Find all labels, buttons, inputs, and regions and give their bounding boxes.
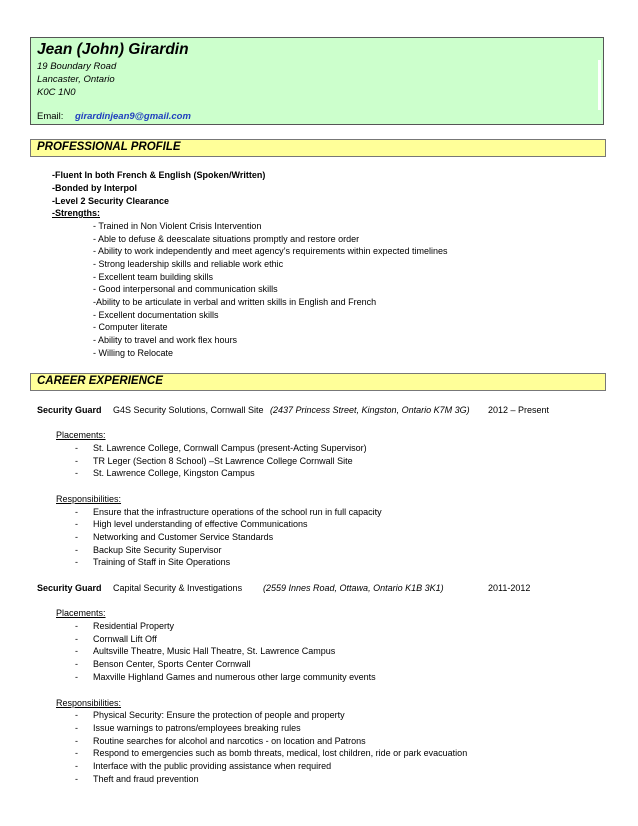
address-line-1: 19 Boundary Road [37, 61, 117, 72]
email-link[interactable]: girardinjean9@gmail.com [75, 111, 191, 122]
responsibility-item: Respond to emergencies such as bomb threats, medical, lost children, ride or park evacuation [93, 748, 468, 758]
responsibilities-label: Responsibilities: [56, 698, 122, 708]
profile-item: -Fluent In both French & English (Spoken/Written) [52, 170, 266, 180]
list-dash: - [75, 456, 78, 466]
contact-header [30, 37, 604, 125]
job-company: G4S Security Solutions, Cornwall Site [113, 405, 264, 415]
placement-item: Residential Property [93, 621, 175, 631]
responsibility-item: Issue warnings to patrons/employees breaking rules [93, 723, 301, 733]
profile-item: -Bonded by Interpol [52, 183, 137, 193]
list-dash: - [75, 443, 78, 453]
strength-item: - Ability to work independently and meet agency’s requirements within expected timelines [93, 246, 448, 256]
list-dash: - [75, 545, 78, 555]
responsibility-item: Physical Security: Ensure the protection of people and property [93, 710, 345, 720]
placement-item: St. Lawrence College, Kingston Campus [93, 468, 255, 478]
strength-item: -Ability to be articulate in verbal and written skills in English and French [93, 297, 377, 307]
list-dash: - [75, 710, 78, 720]
email-label: Email: [37, 111, 64, 122]
strengths-label: -Strengths: [52, 208, 100, 218]
placement-item: Benson Center, Sports Center Cornwall [93, 659, 251, 669]
responsibility-item: High level understanding of effective Communications [93, 519, 308, 529]
list-dash: - [75, 646, 78, 656]
job-company: Capital Security & Investigations [113, 583, 243, 593]
list-dash: - [75, 468, 78, 478]
list-dash: - [75, 723, 78, 733]
section-title: PROFESSIONAL PROFILE [37, 141, 181, 153]
strength-item: - Excellent team building skills [93, 272, 214, 282]
list-dash: - [75, 634, 78, 644]
placements-label: Placements: [56, 608, 106, 618]
applicant-name: Jean (John) Girardin [37, 41, 189, 58]
responsibilities-label: Responsibilities: [56, 494, 122, 504]
section-header-career [30, 373, 606, 391]
strength-item: - Strong leadership skills and reliable work ethic [93, 259, 284, 269]
strength-item: - Computer literate [93, 322, 168, 332]
job-dates: 2012 – Present [488, 405, 550, 415]
responsibility-item: Ensure that the infrastructure operations of the school run in full capacity [93, 507, 382, 517]
placements-label: Placements: [56, 430, 106, 440]
section-header-profile [30, 139, 606, 157]
list-dash: - [75, 748, 78, 758]
address-line-2: Lancaster, Ontario [37, 74, 115, 85]
placement-item: Cornwall Lift Off [93, 634, 157, 644]
header-divider [598, 60, 601, 110]
responsibility-item: Networking and Customer Service Standards [93, 532, 274, 542]
strength-item: - Able to defuse & deescalate situations promptly and restore order [93, 234, 360, 244]
list-dash: - [75, 761, 78, 771]
responsibility-item: Backup Site Security Supervisor [93, 545, 222, 555]
job-dates: 2011-2012 [488, 583, 531, 593]
job-location: (2437 Princess Street, Kingston, Ontario K7M 3G) [270, 405, 470, 415]
responsibility-item: Theft and fraud prevention [93, 774, 199, 784]
strength-item: - Ability to travel and work flex hours [93, 335, 238, 345]
strength-item: - Trained in Non Violent Crisis Intervention [93, 221, 262, 231]
placement-item: Maxville Highland Games and numerous other large community events [93, 672, 376, 682]
placement-item: TR Leger (Section 8 School) –St Lawrence College Cornwall Site [93, 456, 353, 466]
list-dash: - [75, 532, 78, 542]
placement-item: Aultsville Theatre, Music Hall Theatre, St. Lawrence Campus [93, 646, 336, 656]
list-dash: - [75, 736, 78, 746]
list-dash: - [75, 621, 78, 631]
section-title: CAREER EXPERIENCE [37, 375, 163, 387]
list-dash: - [75, 672, 78, 682]
address-line-3: K0C 1N0 [37, 87, 76, 98]
responsibility-item: Interface with the public providing assistance when required [93, 761, 332, 771]
list-dash: - [75, 557, 78, 567]
list-dash: - [75, 659, 78, 669]
strength-item: - Willing to Relocate [93, 348, 174, 358]
list-dash: - [75, 774, 78, 784]
list-dash: - [75, 507, 78, 517]
responsibility-item: Training of Staff in Site Operations [93, 557, 231, 567]
strength-item: - Good interpersonal and communication skills [93, 284, 278, 294]
responsibility-item: Routine searches for alcohol and narcotics - on location and Patrons [93, 736, 366, 746]
list-dash: - [75, 519, 78, 529]
placement-item: St. Lawrence College, Cornwall Campus (present-Acting Supervisor) [93, 443, 367, 453]
job-role: Security Guard [37, 405, 102, 415]
job-role: Security Guard [37, 583, 102, 593]
job-location: (2559 Innes Road, Ottawa, Ontario K1B 3K1) [263, 583, 444, 593]
strength-item: - Excellent documentation skills [93, 310, 219, 320]
profile-item: -Level 2 Security Clearance [52, 196, 170, 206]
